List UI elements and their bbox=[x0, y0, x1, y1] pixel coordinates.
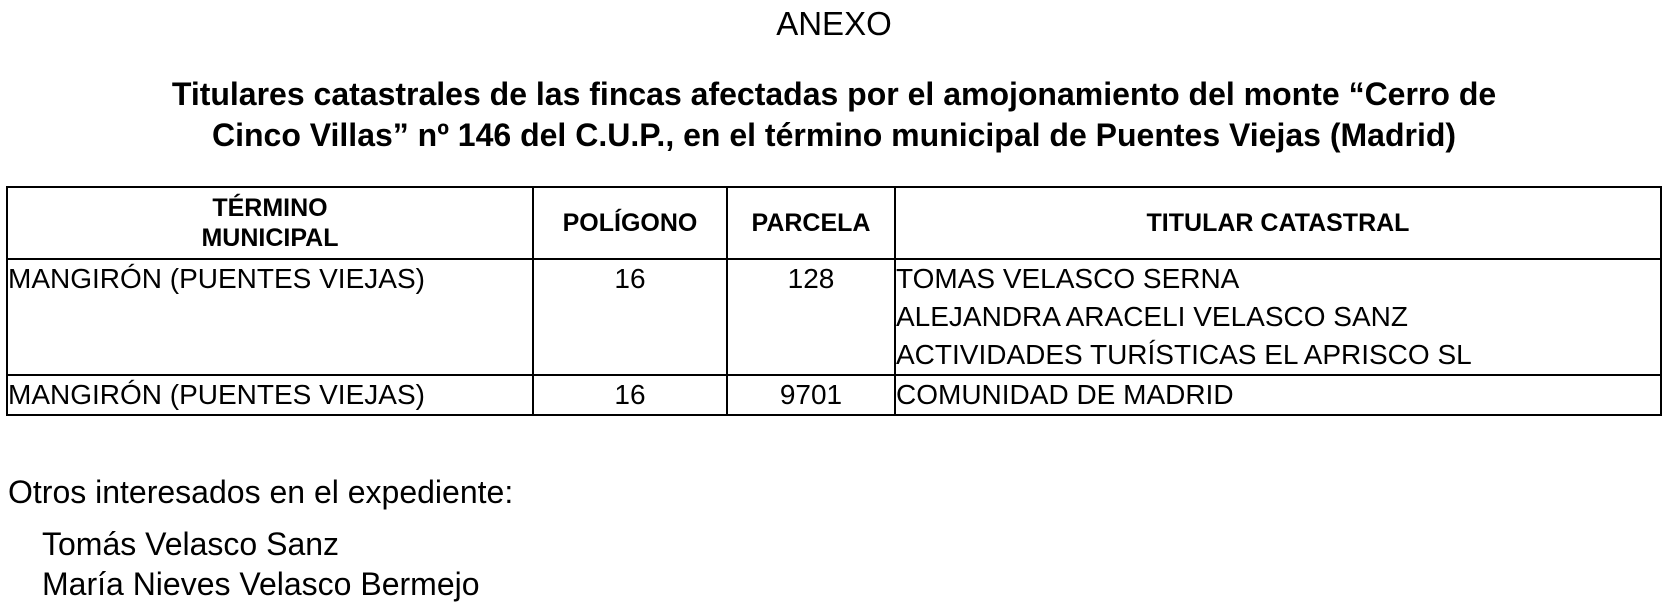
cell-poligono: 16 bbox=[533, 375, 727, 415]
header-poligono: POLÍGONO bbox=[533, 187, 727, 259]
document-title-line-1: Titulares catastrales de las fincas afectadas por el amojonamiento del monte “Cerro de bbox=[171, 76, 1497, 112]
list-item: María Nieves Velasco Bermejo bbox=[42, 566, 480, 602]
header-termino-municipal bbox=[7, 187, 533, 259]
titular-name: TOMAS VELASCO SERNA bbox=[896, 263, 1240, 294]
annex-heading: ANEXO bbox=[776, 5, 892, 42]
header-titular-catastral: TITULAR CATASTRAL bbox=[895, 187, 1661, 259]
cell-titular-catastral bbox=[895, 375, 1661, 415]
cell-parcela: 128 bbox=[727, 259, 895, 375]
cell-poligono: 16 bbox=[533, 259, 727, 375]
table-row bbox=[7, 259, 1661, 375]
document-title-line-2: Cinco Villas” nº 146 del C.U.P., en el término municipal de Puentes Viejas (Madrid) bbox=[211, 117, 1457, 153]
titular-name: ACTIVIDADES TURÍSTICAS EL APRISCO SL bbox=[896, 339, 1472, 370]
list-item: Tomás Velasco Sanz bbox=[42, 526, 340, 562]
cell-termino-municipal: MANGIRÓN (PUENTES VIEJAS) bbox=[7, 375, 533, 415]
titular-name: ALEJANDRA ARACELI VELASCO SANZ bbox=[896, 301, 1408, 332]
parcels-table bbox=[6, 186, 1662, 416]
table-header-row bbox=[7, 187, 1661, 259]
header-termino-municipal-line-2: MUNICIPAL bbox=[201, 224, 339, 252]
other-interested-list bbox=[42, 524, 480, 604]
header-parcela: PARCELA bbox=[727, 187, 895, 259]
cell-parcela: 9701 bbox=[727, 375, 895, 415]
header-termino-municipal-line-1: TÉRMINO bbox=[212, 194, 328, 222]
other-interested-heading: Otros interesados en el expediente: bbox=[8, 474, 514, 510]
cell-termino-municipal: MANGIRÓN (PUENTES VIEJAS) bbox=[7, 259, 533, 375]
cell-titular-catastral bbox=[895, 259, 1661, 375]
titular-name: COMUNIDAD DE MADRID bbox=[896, 379, 1234, 410]
document-title bbox=[0, 74, 1668, 156]
table-row bbox=[7, 375, 1661, 415]
